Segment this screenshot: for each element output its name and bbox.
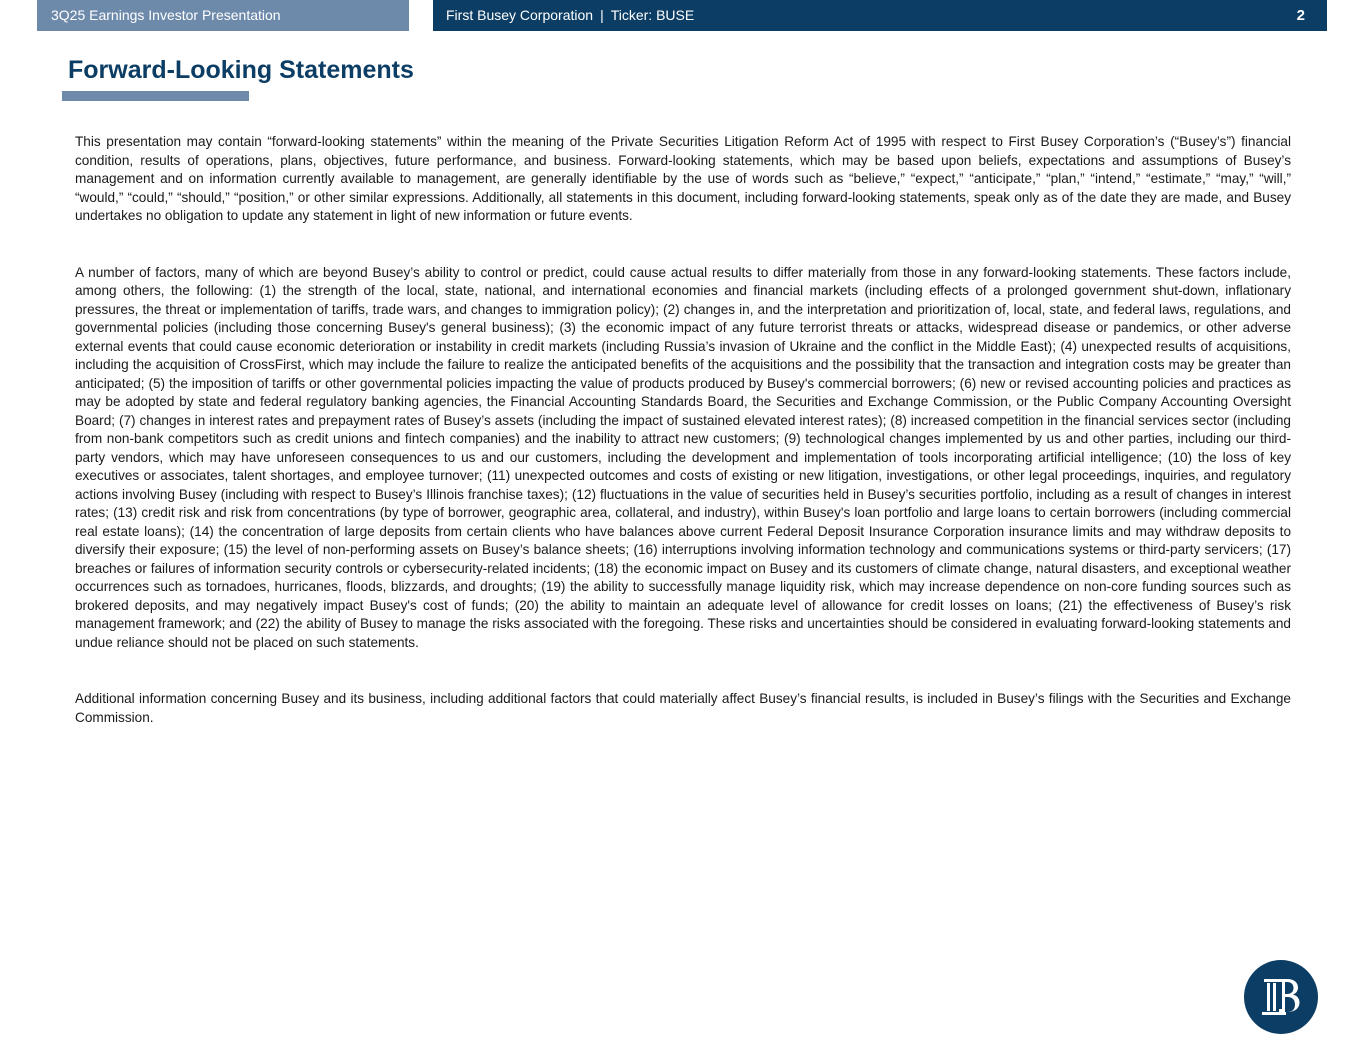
page-title: Forward-Looking Statements: [68, 56, 414, 84]
header-bar: [433, 0, 1327, 31]
body-text: [75, 133, 1291, 765]
paragraph-intro: This presentation may contain “forward-looking statements” within the meaning of the Private Securities Litigation Reform Act of 1995 with respect to First Busey Corporation’s (“Busey’s”) financial condition, results of operations, plans, objectives, future performance, and business. Forward-looking statements, which may be based upon beliefs, expectations and assumptions of Busey’s management and on information currently available to management, are generally identifiable by the use of words such as “believe,” “expect,” “anticipate,” “plan,” “intend,” “estimate,” “may,” “will,” “would,” “could,” “should,” “position,” or other similar expressions. Additionally, all statements in this document, including forward-looking statements, speak only as of the date they are made, and Busey undertakes no obligation to update any statement in light of new information or future events.: [75, 134, 1291, 223]
page-number: 2: [1296, 7, 1305, 24]
company-name: First Busey Corporation: [446, 7, 594, 23]
header-separator: |: [600, 7, 604, 23]
presentation-label-text: 3Q25 Earnings Investor Presentation: [51, 7, 281, 23]
paragraph-factors: A number of factors, many of which are beyond Busey’s ability to control or predict, could cause actual results to differ materially from those in any forward-looking statements. These factors include, among others, the following: (1) the strength of the local, state, national, and international economies and financial markets (including effects of a prolonged government shut-down, inflationary pressures, the threat or implementation of tariffs, trade wars, and changes to immigration policy); (2) changes in, and the interpretation and prioritization of, local, state, and federal laws, regulations, and governmental policies (including those concerning Busey's general business); (3) the economic impact of any future terrorist threats or attacks, widespread disease or pandemics, or other adverse external events that could cause economic deterioration or instability in credit markets (including Russia’s invasion of Ukraine and the conflict in the Middle East); (4) unexpected results of acquisitions, including the acquisition of CrossFirst, which may include the failure to realize the anticipated benefits of the acquisitions and the possibility that the transaction and integration costs may be greater than anticipated; (5) the imposition of tariffs or other governmental policies impacting the value of products produced by Busey's commercial borrowers; (6) new or revised accounting policies and practices as may be adopted by state and federal regulatory banking agencies, the Financial Accounting Standards Board, the Securities and Exchange Commission, or the Public Company Accounting Oversight Board; (7) changes in interest rates and prepayment rates of Busey’s assets (including the impact of sustained elevated interest rates); (8) increased competition in the financial services sector (including from non-bank competitors such as credit unions and fintech companies) and the inability to attract new customers; (9) technological changes implemented by us and other parties, including our third-party vendors, which may have unforeseen consequences to us and our customers, including the development and implementation of tools incorporating artificial intelligence; (10) the loss of key executives or associates, talent shortages, and employee turnover; (11) unexpected outcomes and costs of existing or new litigation, investigations, or other legal proceedings, inquiries, and regulatory actions involving Busey (including with respect to Busey’s Illinois franchise taxes); (12) fluctuations in the value of securities held in Busey’s securities portfolio, including as a result of changes in interest rates; (13) credit risk and risk from concentrations (by type of borrower, geographic area, collateral, and industry), within Busey's loan portfolio and large loans to certain borrowers (including commercial real estate loans); (14) the concentration of large deposits from certain clients who have balances above current Federal Deposit Insurance Corporation insurance limits and may withdraw deposits to diversify their exposure; (15) the level of non-performing assets on Busey’s balance sheets; (16) interruptions involving information technology and communications systems or third-party servicers; (17) breaches or failures of information security controls or cybersecurity-related incidents; (18) the economic impact on Busey and its customers of climate change, natural disasters, and exceptional weather occurrences such as tornadoes, hurricanes, floods, blizzards, and droughts; (19) the ability to successfully manage liquidity risk, which may increase dependence on non-core funding sources such as brokered deposits, and may negatively impact Busey's cost of funds; (20) the ability to maintain an adequate level of allowance for credit losses on loans; (21) the effectiveness of Busey’s risk management framework; and (22) the ability of Busey to manage the risks associated with the foregoing. These risks and uncertainties should be considered in evaluating forward-looking statements and undue reliance should not be placed on such statements.: [75, 264, 1291, 650]
presentation-label: [37, 0, 409, 31]
paragraph-additional: Additional information concerning Busey and its business, including additional factors that could materially affect Busey’s financial results, is included in Busey’s filings with the Securities and Exchange Commission.: [75, 691, 1291, 725]
ticker: Ticker: BUSE: [610, 7, 695, 23]
busey-logo-icon: [1244, 960, 1318, 1034]
title-underline: [62, 91, 249, 101]
